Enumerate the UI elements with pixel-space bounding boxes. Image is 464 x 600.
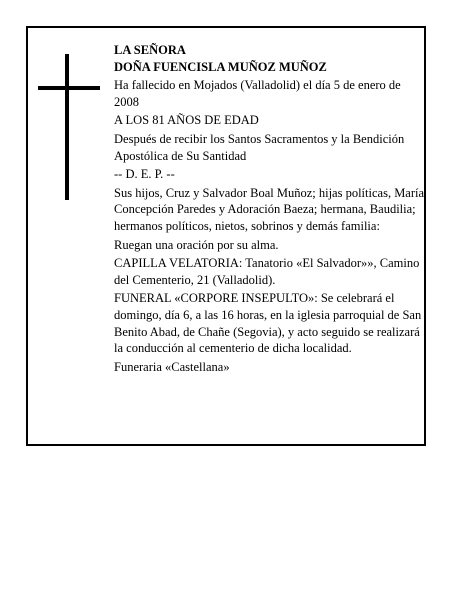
dep-line: -- D. E. P. -- — [114, 167, 175, 182]
death-announcement: Ha fallecido en Mojados (Valladolid) el día 5 de enero de 2008 — [114, 78, 401, 109]
prayer-line: Ruegan una oración por su alma. — [114, 237, 279, 252]
notice-body — [114, 42, 426, 375]
family-line: Sus hijos, Cruz y Salvador Boal Muñoz; hijas políticas, María Concepción Paredes y Adoración Baeza; hermana, Baudilia; hermanos políticos, nietos, sobrinos y demás familia: — [114, 185, 425, 233]
deceased-name: DOÑA FUENCISLA MUÑOZ MUÑOZ — [114, 59, 327, 74]
funeral-home-line: Funeraria «Castellana» — [114, 359, 230, 374]
funeral-line: FUNERAL «CORPORE INSEPULTO»: Se celebrará el domingo, día 6, a las 16 horas, en la iglesia parroquial de San Benito Abad, de Chañe (Segovia), y acto seguido se realizará la conducción al cementerio de dicha localidad. — [114, 291, 422, 356]
cross-vertical-bar — [65, 54, 69, 200]
cross-horizontal-bar — [38, 86, 100, 90]
notice-title: LA SEÑORA — [114, 43, 186, 57]
latin-cross-icon — [38, 54, 100, 200]
age-line: A LOS 81 AÑOS DE EDAD — [114, 113, 259, 128]
sacraments-line: Después de recibir los Santos Sacramentos y la Bendición Apostólica de Su Santidad — [114, 131, 405, 163]
obituary-notice — [26, 26, 426, 446]
chapel-line: CAPILLA VELATORIA: Tanatorio «El Salvador»», Camino del Cementerio, 21 (Valladolid). — [114, 256, 420, 287]
